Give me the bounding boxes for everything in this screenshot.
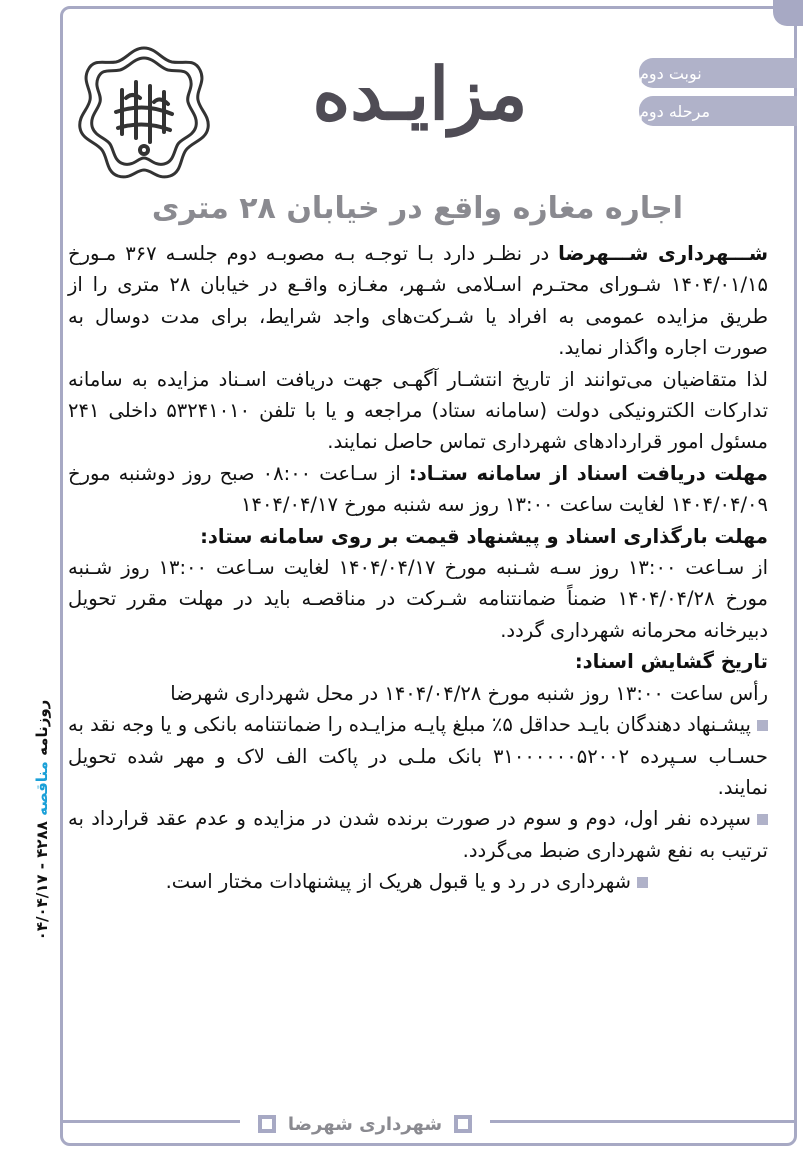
bullet-square-icon <box>757 814 768 825</box>
newspaper-stamp <box>20 670 64 970</box>
footer-rule-left <box>60 1120 240 1123</box>
stamp-prefix: روزنامه <box>33 699 51 762</box>
stamp-issue: ۴۲۸۸ - ۰۴/۰۴/۱۷ <box>33 815 51 941</box>
municipality-logo <box>74 42 214 182</box>
footer-square-icon <box>454 1115 472 1133</box>
intro-text: در نظـر دارد بـا توجـه بـه مصوبـه دوم جلسـه ۳۶۷ مـورخ ۱۴۰۴/۰۱/۱۵ شـورای محتـرم اسـلامی شـهر، مغـازه واقـع در خیابان ۲۸ متری را از طریق مزایده عمومی به افراد یا شـرکت‌های واجد شرایط، برای مدت دوسال به صورت اجاره واگذار نماید. <box>68 242 768 360</box>
deadline-receive-text: از سـاعت ۰۸:۰۰ صبح روز دوشنبه مورخ ۱۴۰۴/۰۴/۰۹ لغایت ساعت ۱۳:۰۰ روز سه شنبه مورخ ۱۴۰۴/۰۴/۱۷ <box>68 461 768 517</box>
org-name: شـــهرداری شـــهرضا <box>558 242 768 265</box>
page-title: مزایـده <box>312 51 528 136</box>
deadline-upload-text: از سـاعت ۱۳:۰۰ روز سـه شـنبه مورخ ۱۴۰۴/۰۴/۱۷ لغایت سـاعت ۱۳:۰۰ روز شـنبه مورخ ۱۴۰۴/۰۴/۲۸ ضمناً ضمانتنامه شـرکت در مناقصـه باید در مهلت مقرر تحویل دبیرخانه محرمانه شهرداری گردد. <box>68 556 768 642</box>
opening-text: رأس ساعت ۱۳:۰۰ روز شنبه مورخ ۱۴۰۴/۰۴/۲۸ در محل شهرداری شهرضا <box>170 681 768 705</box>
bullet-item: پیشـنهاد دهندگان بایـد حداقل ۵٪ مبلغ پایـه مزایـده را ضمانتنامه بانکی و یا وجه نقد به حسـاب سـپرده ۳۱۰۰۰۰۰۰۵۲۰۰۲ بانک ملـی در پاکت الف لاک و مهر شده تحویل نمایند. <box>68 713 768 799</box>
round-badge: نوبت دوم <box>639 58 797 88</box>
corner-tab <box>773 0 803 26</box>
opening-label: تاریخ گشایش اسناد: <box>574 650 768 674</box>
deadline-upload-label: مهلت بارگذاری اسناد و پیشنهاد قیمت بر روی سامانه ستاد: <box>200 524 768 548</box>
round-badges <box>639 58 797 134</box>
deadline-receive <box>68 458 768 521</box>
bullet-square-icon <box>757 720 768 731</box>
stage-badge: مرحله دوم <box>639 96 797 126</box>
stamp-brand: مناقصه <box>33 761 51 816</box>
svg-text:شهرداری شهرضا: شهرداری شهرضا <box>144 176 152 177</box>
contact-paragraph: لذا متقاضیان می‌توانند از تاریخ انتشـار آگهـی جهت دریافت اسـناد مزایده به سامانه تدارکات الکترونیکی دولت (سامانه ستاد) مراجعه و یا با تلفن ۵۳۲۴۱۰۱۰ داخلی ۲۴۱ مسئول امور قراردادهای شهرداری تماس حاصل نمایند. <box>68 367 768 454</box>
footer-rule-right <box>490 1120 797 1123</box>
intro-paragraph <box>68 238 768 364</box>
bullet-item: شهرداری در رد و یا قبول هریک از پیشنهادات مختار است. <box>68 866 768 897</box>
notice-body <box>68 238 768 898</box>
footer-square-icon <box>258 1115 276 1133</box>
bullet-square-icon <box>637 877 648 888</box>
bullet-item: سپرده نفر اول، دوم و سوم در صورت برنده شدن در مزایده و عدم عقد قرارداد به ترتیب به نفع شهرداری ضبط می‌گردد. <box>68 807 768 862</box>
deadline-receive-label: مهلت دریافت اسناد از سامانه ستـاد: <box>408 461 768 485</box>
footer <box>230 1104 500 1144</box>
footer-label: شهرداری شهرضا <box>287 1113 443 1135</box>
subtitle: اجاره مغازه واقع در خیابان ۲۸ متری <box>151 191 683 226</box>
